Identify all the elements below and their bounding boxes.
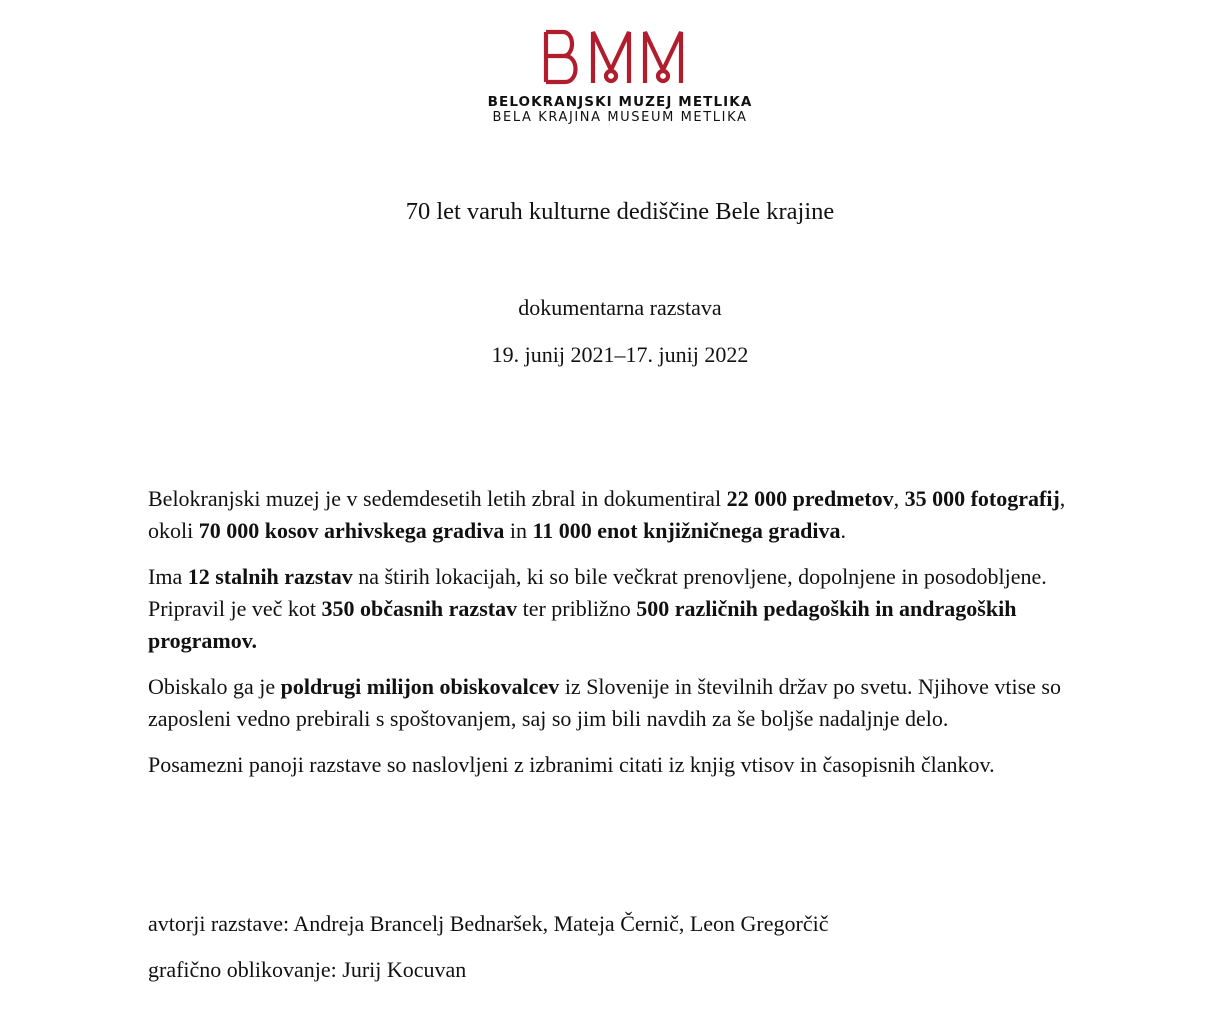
text: iz Slovenije in številnih držav po svetu. Njihove vtise so zaposleni vedno prebirali s spoštovanjem, saj so jim bili navdih za še boljše nadaljnje delo. [148, 674, 1061, 731]
text: Posamezni panoji razstave so naslovljeni z izbranimi citati iz knjig vtisov in časopisnih člankov. [148, 752, 995, 777]
credits-design: grafično oblikovanje: Jurij Kocuvan [148, 957, 467, 982]
paragraph-panels [148, 749, 1093, 781]
text: Belokranjski muzej je v sedemdesetih letih zbral in dokumentiral [148, 486, 727, 511]
emphasized-text: 500 različnih pedagoških in andragoških programov. [148, 596, 1017, 653]
text: . [840, 518, 846, 543]
text: , [893, 486, 905, 511]
emphasized-text: 11 000 enot knjižničnega gradiva [532, 518, 841, 543]
paragraph-exhibitions [148, 561, 1093, 657]
paragraph-collection [148, 483, 1093, 547]
text: Ima [148, 564, 188, 589]
text: na štirih lokacijah, ki so bile večkrat prenovljene, dopolnjene in posodobljene. Pripravil je več kot [148, 564, 1047, 621]
bmm-logo-mark-icon [535, 26, 705, 88]
museum-name-english: BELA KRAJINA MUSEUM METLIKA [492, 110, 748, 125]
museum-logo [0, 26, 1205, 126]
text: Obiskalo ga je [148, 674, 281, 699]
paragraph-visitors [148, 671, 1093, 735]
credits-authors: avtorji razstave: Andreja Brancelj Bednaršek, Mateja Černič, Leon Gregorčič [148, 911, 829, 936]
text: in [504, 518, 533, 543]
exhibition-type: dokumentarna razstava [518, 295, 722, 320]
emphasized-text: 35 000 fotografij [904, 486, 1060, 511]
credits [148, 908, 1093, 1000]
exhibition-title: 70 let varuh kulturne dediščine Bele krajine [405, 198, 835, 225]
exhibition-dates: 19. junij 2021–17. junij 2022 [491, 342, 749, 367]
description-body [148, 483, 1093, 795]
text: , okoli [148, 486, 1066, 543]
museum-name-slovene: BELOKRANJSKI MUZEJ METLIKA [487, 94, 753, 110]
emphasized-text: 350 občasnih razstav [321, 596, 518, 621]
emphasized-text: 70 000 kosov arhivskega gradiva [198, 518, 505, 543]
emphasized-text: poldrugi milijon obiskovalcev [280, 674, 560, 699]
emphasized-text: 12 stalnih razstav [187, 564, 353, 589]
text: ter približno [517, 596, 637, 621]
emphasized-text: 22 000 predmetov [726, 486, 894, 511]
